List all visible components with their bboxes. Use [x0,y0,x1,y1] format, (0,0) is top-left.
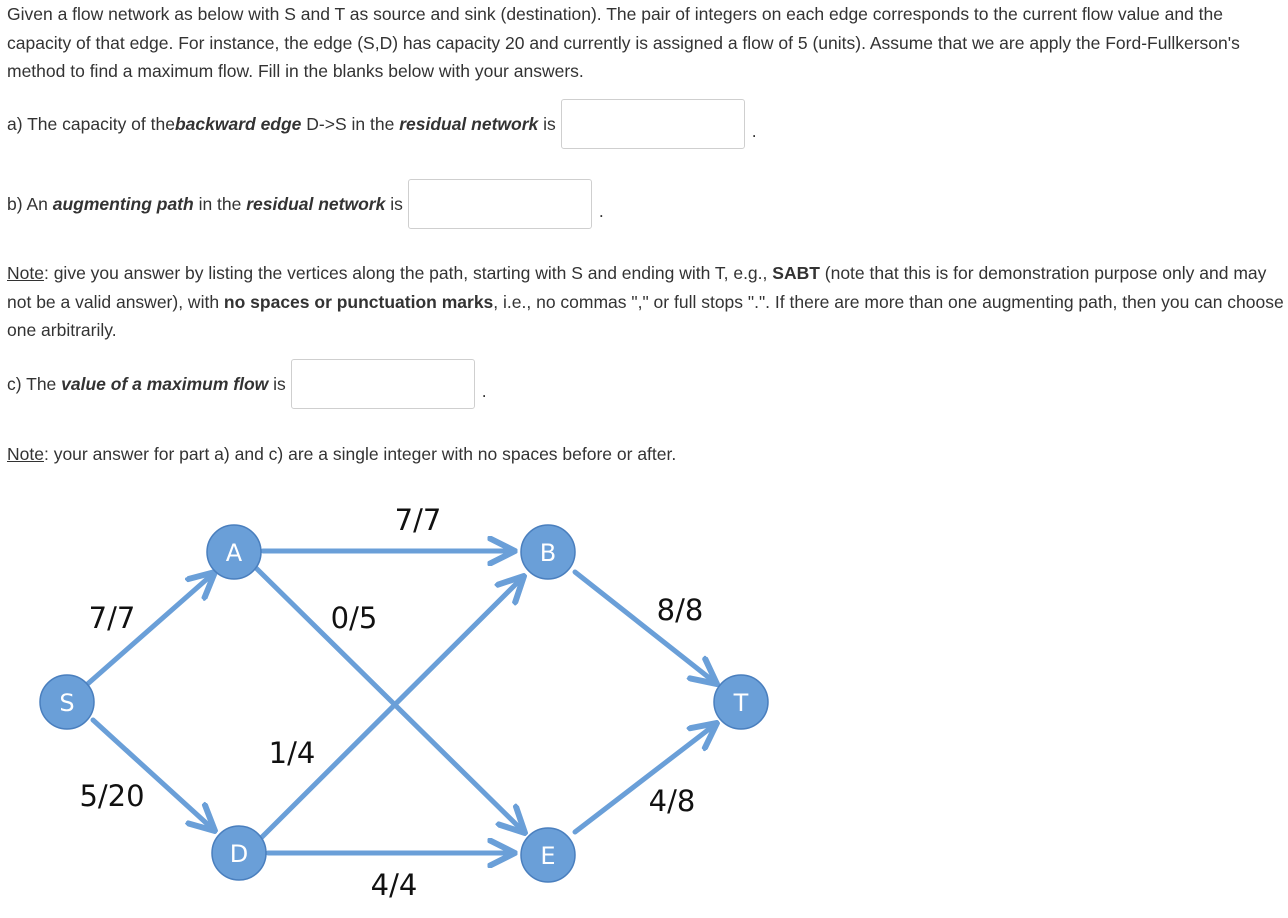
edge-b-t [575,572,717,684]
edge-a-b-label: 7/7 [394,503,442,537]
problem-statement: Given a flow network as below with S and T as source and sink (destination). The pair of integers on each edge corresponds to the current flow value and the capacity of that edge. For instance, the edge (S,D) has capacity 20 and currently is assigned a flow of 5 (units). Assume that we are apply the Ford-Fullkerson's method to find a maximum flow. Fill in the blanks below with your answers. [7,4,1240,81]
note-1-text-1: : give you answer by listing the vertices along the path, starting with S and ending with T, e.g., [43,263,773,283]
note-1-emphasis: no spaces or punctuation marks [223,291,494,312]
answer-b-input[interactable] [408,179,592,229]
edge-e-t-label: 4/8 [648,784,696,818]
note-1-example: SABT [772,263,820,283]
note-1-label: Note [7,263,44,283]
edge-b-t-label: 8/8 [656,593,704,627]
note-2-label: Note [7,444,44,464]
note-path-format [7,259,1285,345]
question-c [7,359,487,409]
node-d-label: D [229,840,249,868]
note-1-text-2: (note that this is for demonstration purpose only and may not be a valid answer), with [7,263,1267,312]
question-c-trailing-period: . [481,381,487,401]
question-a-text-3: is [538,114,556,134]
note-1-text-3: , i.e., no commas "," or full stops ".". If there are more than one augmenting path, then you can choose one arbitrarily. [7,291,1284,340]
answer-c-input[interactable] [291,359,475,409]
question-b-trailing-period: . [598,201,604,221]
question-b-text-2: in the [193,194,247,214]
edge-a-e [256,568,525,833]
edge-d-e-label: 4/4 [370,868,418,902]
flow-network-diagram [0,480,800,910]
node-b-label: B [539,539,557,567]
edge-s-d-label: 5/20 [79,779,145,813]
question-b-bold-1: augmenting path [52,194,194,214]
question-b-text-1: b) An [7,194,53,214]
question-a-bold-2: residual network [399,114,539,134]
question-a-bold-1: backward edge [174,114,302,134]
question-b [7,179,604,229]
question-c-text-1: c) The [7,374,62,394]
edge-s-d [93,720,215,831]
edge-s-a-label: 7/7 [88,601,136,635]
question-c-text-3: is [268,374,286,394]
question-b-text-3: is [385,194,403,214]
question-a-trailing-period: . [751,121,757,141]
node-t-label: T [733,689,749,717]
question-c-bold-1: value of a maximum flow [61,374,269,394]
edge-a-e-label: 0/5 [330,601,378,635]
edge-d-b [260,576,524,839]
question-a [7,99,757,149]
edge-e-t [575,723,717,832]
edge-d-b-label: 1/4 [268,736,316,770]
answer-a-input[interactable] [561,99,745,149]
note-2-text: : your answer for part a) and c) are a single integer with no spaces before or after. [43,444,677,464]
node-e-label: E [540,842,556,870]
node-s-label: S [59,689,75,717]
question-a-text-1: a) The capacity of the [7,114,175,134]
note-integer-format [7,440,1285,469]
question-a-text-2: D->S in the [301,114,400,134]
question-b-bold-2: residual network [246,194,386,214]
node-a-label: A [225,539,243,567]
